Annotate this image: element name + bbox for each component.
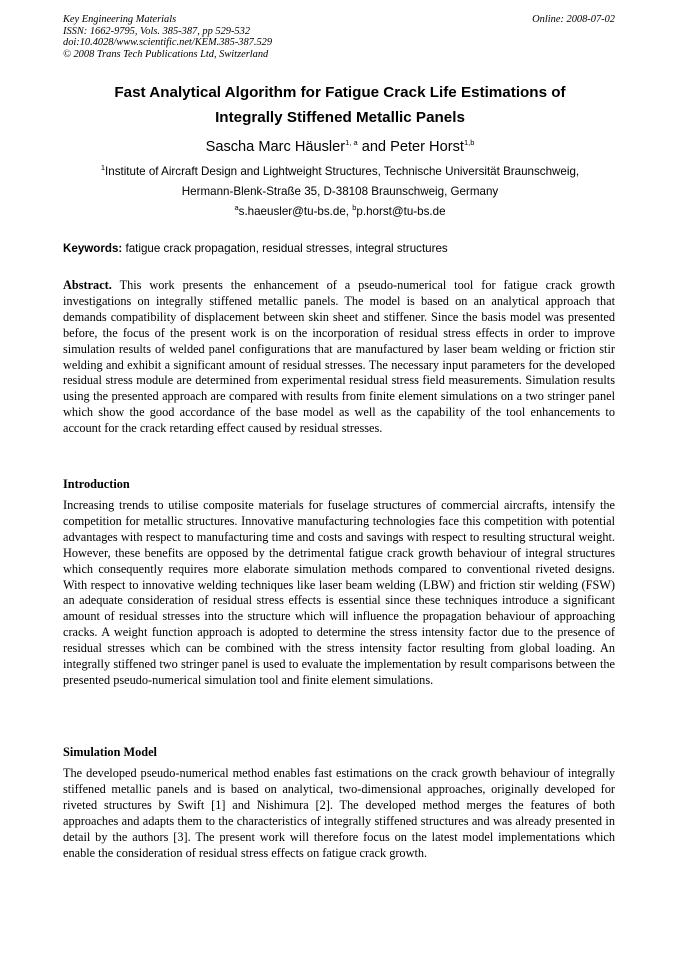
author-conjunction: and bbox=[361, 139, 387, 155]
author-list bbox=[40, 137, 640, 157]
introduction-paragraph: Increasing trends to utilise composite materials for fuselage structures of commercial aircrafts, intensify the competition for metallic structures. Innovative manufacturing technologies face this competition with potential advantages with respect to manufacturing time and costs and savings with respect to resulting structural weight. However, these benefits are opposed by the detrimental fatigue crack growth behaviour of integral structures which consequently requires more elaborate simulation methods compared to conventional riveted designs. With respect to innovative welding techniques like laser beam welding (LBW) and friction stir welding (FSW) an adequate consideration of residual stress effects is essential since these techniques introduce a significant amount of residual stresses into the structure which will influence the propagation behaviour of approaching cracks. A weight function approach is adopted to determine the stress intensity factor due to the presence of residual stresses which can be combined with the stress intensity factor resulting from global loading. An integrally stiffened two stringer panel is used to evaluate the implementation by result comparisons between the presented pseudo-numerical simulation tool and finite element simulations. bbox=[63, 498, 615, 687]
copyright-line: © 2008 Trans Tech Publications Ltd, Switzerland bbox=[63, 48, 269, 60]
simulation-model-section bbox=[63, 744, 615, 861]
keywords-text: fatigue crack propagation, residual stresses, integral structures bbox=[125, 242, 448, 255]
author-2-affiliation-mark: 1,b bbox=[463, 138, 475, 147]
journal-header bbox=[63, 14, 615, 60]
author-1-name: Sascha Marc Häusler bbox=[205, 139, 346, 155]
abstract-text: This work presents the enhancement of a pseudo-numerical tool for fatigue crack growth investigations on integrally stiffened metallic panels. The model is based on an analytical approach that demands compatibility of displacement between skin sheet and stiffener. Since the basis model was presented before, the focus of the present work is on the incorporation of residual stress effects in order to improve simulation results of welded panel configurations that are manufactured by laser beam welding or friction stir welding and exhibit a significant amount of residual stresses. The necessary input parameters for the developed residual stress module are determined from experimental residual stress field measurements. Simulation results using the presented approach are compared with results from finite element simulations on a two stringer panel which show the good accordance of the base model as well as the capability of the tool enhancements to account for the crack retarding effect caused by residual stresses. bbox=[63, 278, 615, 436]
email-b[interactable]: p.horst@tu-bs.de bbox=[356, 205, 446, 218]
abstract-label: Abstract. bbox=[63, 278, 112, 292]
online-date: Online: 2008-07-02 bbox=[532, 14, 615, 25]
keywords bbox=[63, 241, 615, 257]
title-line-1: Fast Analytical Algorithm for Fatigue Crack Life Estimations of bbox=[114, 84, 566, 101]
affiliation-line-2: Hermann-Blenk-Straße 35, D-38108 Braunschweig, Germany bbox=[181, 185, 499, 198]
abstract-section bbox=[63, 278, 615, 437]
email-line bbox=[40, 202, 640, 222]
introduction-heading: Introduction bbox=[63, 477, 130, 491]
doi-line: doi:10.4028/www.scientific.net/KEM.385-387.529 bbox=[63, 37, 273, 48]
title-line-2: Integrally Stiffened Metallic Panels bbox=[215, 109, 465, 126]
author-1-affiliation-mark: 1, a bbox=[345, 138, 358, 147]
affiliation-block bbox=[40, 162, 640, 222]
affiliation-line-1 bbox=[40, 162, 640, 182]
author-2-name: Peter Horst bbox=[390, 139, 464, 155]
journal-name: Key Engineering Materials bbox=[63, 14, 177, 25]
keywords-label: Keywords: bbox=[63, 242, 123, 255]
issn-line: ISSN: 1662-9795, Vols. 385-387, pp 529-532 bbox=[63, 25, 251, 37]
affiliation-institute: Institute of Aircraft Design and Lightweight Structures, Technische Universität Braunschweig, bbox=[105, 165, 580, 178]
introduction-section bbox=[63, 476, 615, 689]
simulation-model-paragraph: The developed pseudo-numerical method enables fast estimations on the crack growth behaviour of integrally stiffened metallic panels and is based on analytical, two-dimensional approaches, originally developed for riveted structures by Swift [1] and Nishimura [2]. The developed method merges the features of both approaches and adapts them to the characteristics of integrally stiffened structures and was already presented in detail by the authors [3]. The present work will therefore focus on the latest model implementations which enable the consideration of residual stress effects on fatigue crack growth. bbox=[63, 766, 615, 860]
simulation-model-heading: Simulation Model bbox=[63, 745, 157, 759]
paper-title bbox=[40, 80, 640, 130]
affiliation-mark: 1 bbox=[100, 163, 106, 172]
email-a[interactable]: s.haeusler@tu-bs.de, bbox=[238, 205, 350, 218]
email-b-mark: b bbox=[352, 203, 357, 212]
email-a-mark: a bbox=[234, 203, 239, 212]
abstract-paragraph bbox=[63, 278, 615, 437]
